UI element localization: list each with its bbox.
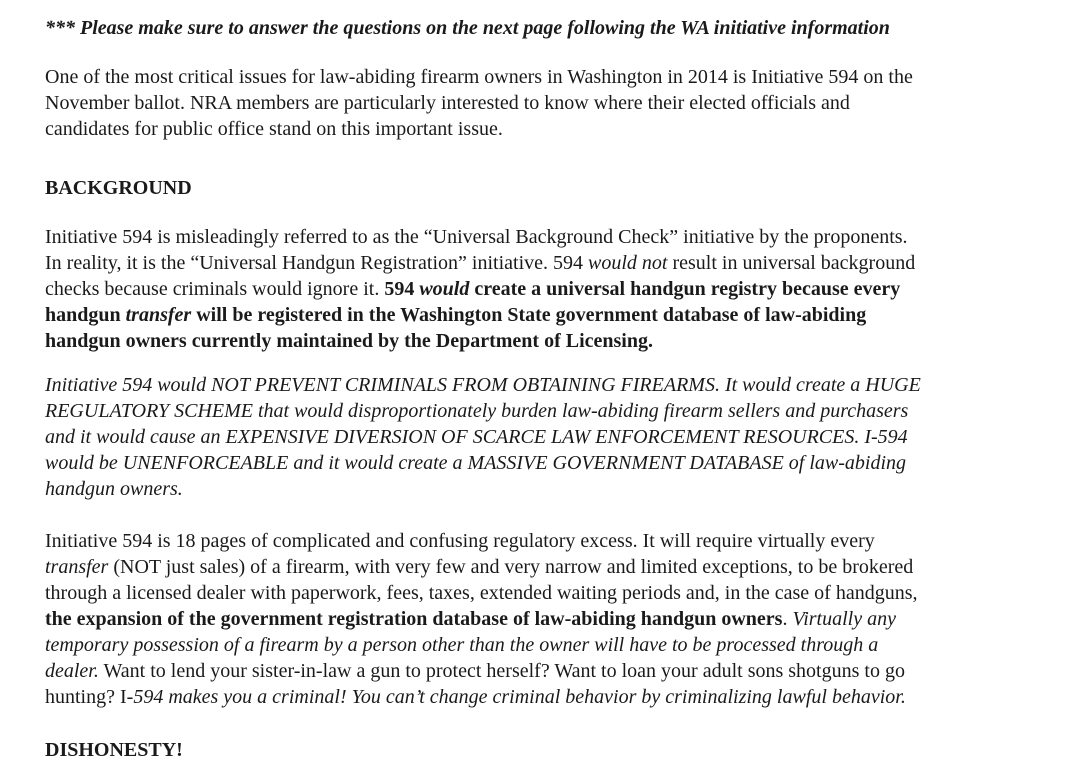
caps-line-2: REGULATORY SCHEME that would disproportionately burden law-abiding firearm sellers and purchasers (45, 400, 909, 422)
notice-line (45, 15, 1045, 41)
excess-line-7-text: hunting? I- (45, 686, 134, 708)
background-line-2-text: In reality, it is the “Universal Handgun Registration” initiative. 594 (45, 252, 589, 274)
excess-line-2-italic: transfer (45, 556, 109, 578)
background-line-3-bold-a: 594 (384, 278, 420, 300)
excess-line-2 (45, 554, 1045, 580)
excess-paragraph (45, 528, 1045, 710)
excess-line-1: Initiative 594 is 18 pages of complicated and confusing regulatory excess. It will require virtually every (45, 530, 875, 552)
background-heading: BACKGROUND (45, 177, 192, 199)
excess-line-4-italic: Virtually any (792, 608, 896, 630)
intro-line-2: November ballot. NRA members are particularly interested to know where their elected officials and (45, 92, 850, 114)
excess-line-6-text: Want to lend your sister-in-law a gun to protect herself? Want to loan your adult sons shotguns to go (98, 660, 905, 682)
excess-line-4-bold: the expansion of the government registration database of law-abiding handgun owners (45, 608, 783, 630)
excess-line-2-text: (NOT just sales) of a firearm, with very few and very narrow and limited exceptions, to be brokered (108, 556, 914, 578)
caps-line-3: and it would cause an EXPENSIVE DIVERSION OF SCARCE LAW ENFORCEMENT RESOURCES. I-594 (45, 426, 908, 448)
caps-line-5: handgun owners. (45, 478, 183, 500)
dishonesty-heading: DISHONESTY! (45, 739, 183, 761)
caps-paragraph (45, 372, 1045, 502)
background-line-4-bold-italic: transfer (125, 304, 192, 326)
intro-line-3: candidates for public office stand on this important issue. (45, 118, 503, 140)
background-line-2 (45, 250, 1045, 276)
background-line-4-bold-b: will be registered in the Washington State government database of law-abiding (191, 304, 867, 326)
excess-line-7-italic: 594 makes you a criminal! You can’t change criminal behavior by criminalizing lawful behavior. (133, 686, 906, 708)
background-line-3-bold-b: create a universal handgun registry because every (469, 278, 901, 300)
excess-line-4 (45, 606, 1045, 632)
notice-text: *** Please make sure to answer the questions on the next page following the WA initiative information (45, 17, 890, 39)
background-line-4 (45, 302, 1045, 328)
excess-line-3: through a licensed dealer with paperwork, fees, taxes, extended waiting periods and, in the case of handguns, (45, 582, 918, 604)
caps-line-4: would be UNENFORCEABLE and it would create a MASSIVE GOVERNMENT DATABASE of law-abiding (45, 452, 907, 474)
excess-line-7 (45, 684, 1045, 710)
intro-line-1: One of the most critical issues for law-abiding firearm owners in Washington in 2014 is Initiative 594 on the (45, 66, 913, 88)
excess-line-5: temporary possession of a firearm by a person other than the owner will have to be processed through a (45, 634, 879, 656)
excess-line-6-italic: dealer. (45, 660, 99, 682)
background-line-3-bold-italic: would (419, 278, 470, 300)
background-line-2-end: result in universal background (667, 252, 916, 274)
background-line-1: Initiative 594 is misleadingly referred to as the “Universal Background Check” initiative by the proponents. (45, 226, 908, 248)
caps-line-1: Initiative 594 would NOT PREVENT CRIMINALS FROM OBTAINING FIREARMS. It would create a HUGE (45, 374, 921, 396)
background-paragraph (45, 224, 1045, 354)
intro-paragraph (45, 64, 1045, 142)
background-line-2-emphasis: would not (588, 252, 668, 274)
excess-line-6 (45, 658, 1045, 684)
background-line-3-text: checks because criminals would ignore it. (45, 278, 385, 300)
background-line-4-bold-a: handgun (45, 304, 126, 326)
excess-line-4-text: . (782, 608, 793, 630)
background-line-3 (45, 276, 1045, 302)
background-line-5: handgun owners currently maintained by the Department of Licensing. (45, 330, 653, 352)
